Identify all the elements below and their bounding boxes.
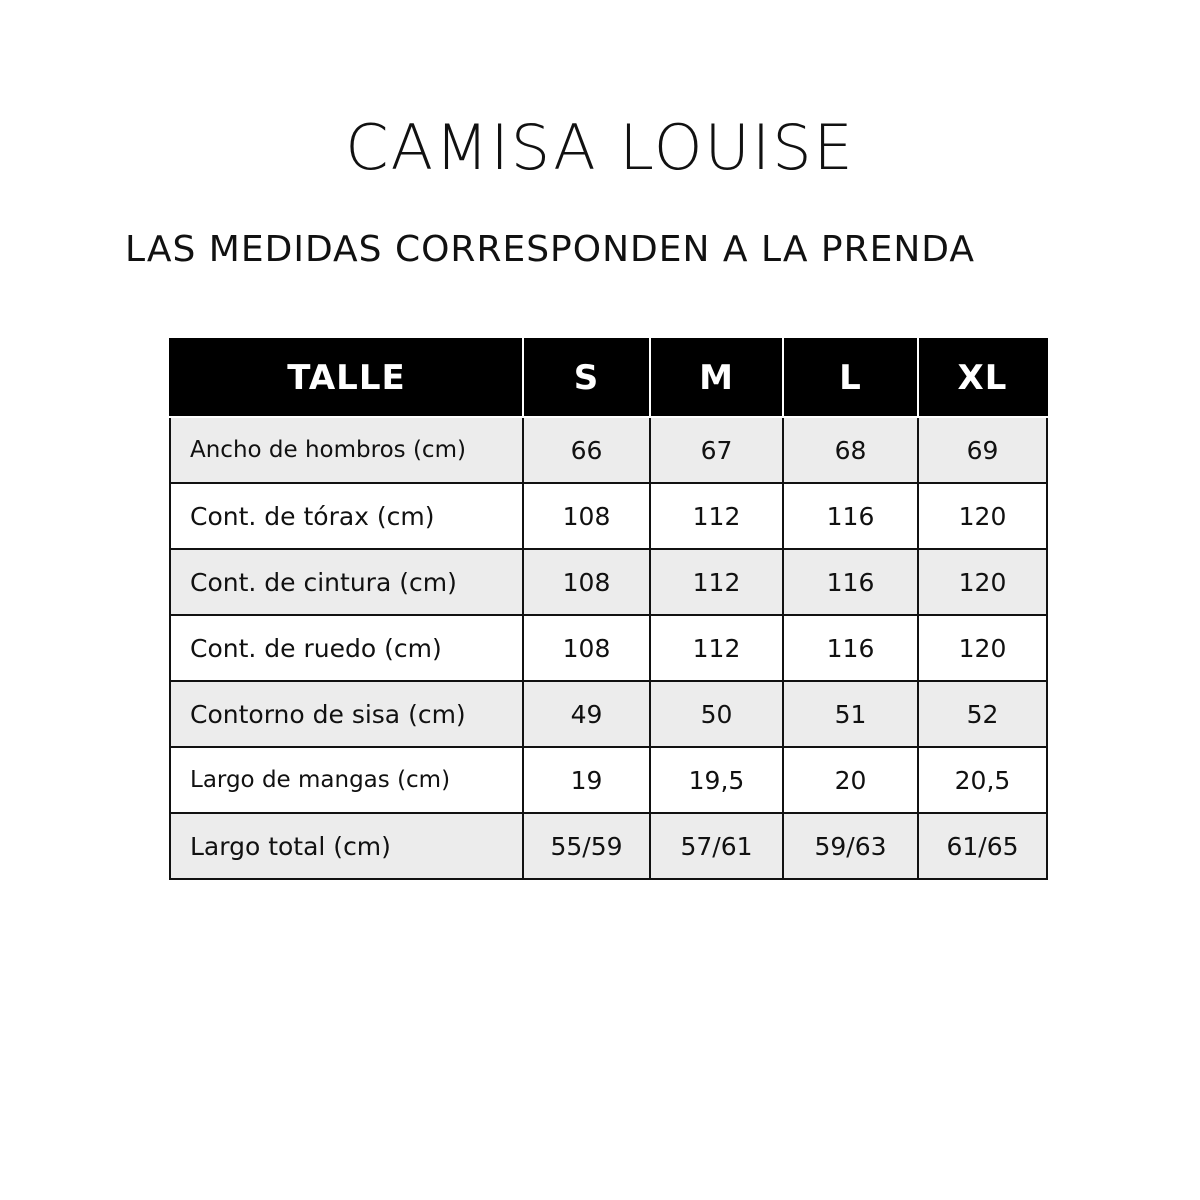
cell-value: 116 <box>783 549 918 615</box>
header-talle: TALLE <box>170 339 523 417</box>
row-label: Cont. de tórax (cm) <box>170 483 523 549</box>
cell-value: 120 <box>918 483 1047 549</box>
cell-value: 69 <box>918 417 1047 483</box>
cell-value: 19,5 <box>650 747 783 813</box>
page-subtitle: LAS MEDIDAS CORRESPONDEN A LA PRENDA <box>125 229 976 270</box>
row-label: Largo de mangas (cm) <box>170 747 523 813</box>
size-chart-table <box>169 338 1048 880</box>
cell-value: 59/63 <box>783 813 918 879</box>
table-row <box>170 813 1047 879</box>
cell-value: 55/59 <box>523 813 650 879</box>
cell-value: 67 <box>650 417 783 483</box>
cell-value: 108 <box>523 615 650 681</box>
table-header-row <box>170 339 1047 417</box>
row-label: Cont. de cintura (cm) <box>170 549 523 615</box>
row-label: Contorno de sisa (cm) <box>170 681 523 747</box>
page-title: CAMISA LOUISE <box>345 111 855 184</box>
cell-value: 112 <box>650 615 783 681</box>
table-row <box>170 417 1047 483</box>
cell-value: 19 <box>523 747 650 813</box>
cell-value: 50 <box>650 681 783 747</box>
cell-value: 20 <box>783 747 918 813</box>
cell-value: 120 <box>918 615 1047 681</box>
cell-value: 120 <box>918 549 1047 615</box>
header-size-l: L <box>783 339 918 417</box>
cell-value: 52 <box>918 681 1047 747</box>
table-row <box>170 681 1047 747</box>
row-label: Largo total (cm) <box>170 813 523 879</box>
cell-value: 61/65 <box>918 813 1047 879</box>
row-label: Cont. de ruedo (cm) <box>170 615 523 681</box>
cell-value: 57/61 <box>650 813 783 879</box>
table-row <box>170 747 1047 813</box>
cell-value: 51 <box>783 681 918 747</box>
header-size-xl: XL <box>918 339 1047 417</box>
cell-value: 68 <box>783 417 918 483</box>
header-size-s: S <box>523 339 650 417</box>
cell-value: 112 <box>650 483 783 549</box>
cell-value: 108 <box>523 549 650 615</box>
cell-value: 116 <box>783 483 918 549</box>
table-row <box>170 483 1047 549</box>
table-row <box>170 615 1047 681</box>
cell-value: 108 <box>523 483 650 549</box>
table-row <box>170 549 1047 615</box>
cell-value: 20,5 <box>918 747 1047 813</box>
cell-value: 49 <box>523 681 650 747</box>
header-size-m: M <box>650 339 783 417</box>
cell-value: 112 <box>650 549 783 615</box>
cell-value: 66 <box>523 417 650 483</box>
row-label: Ancho de hombros (cm) <box>170 417 523 483</box>
cell-value: 116 <box>783 615 918 681</box>
